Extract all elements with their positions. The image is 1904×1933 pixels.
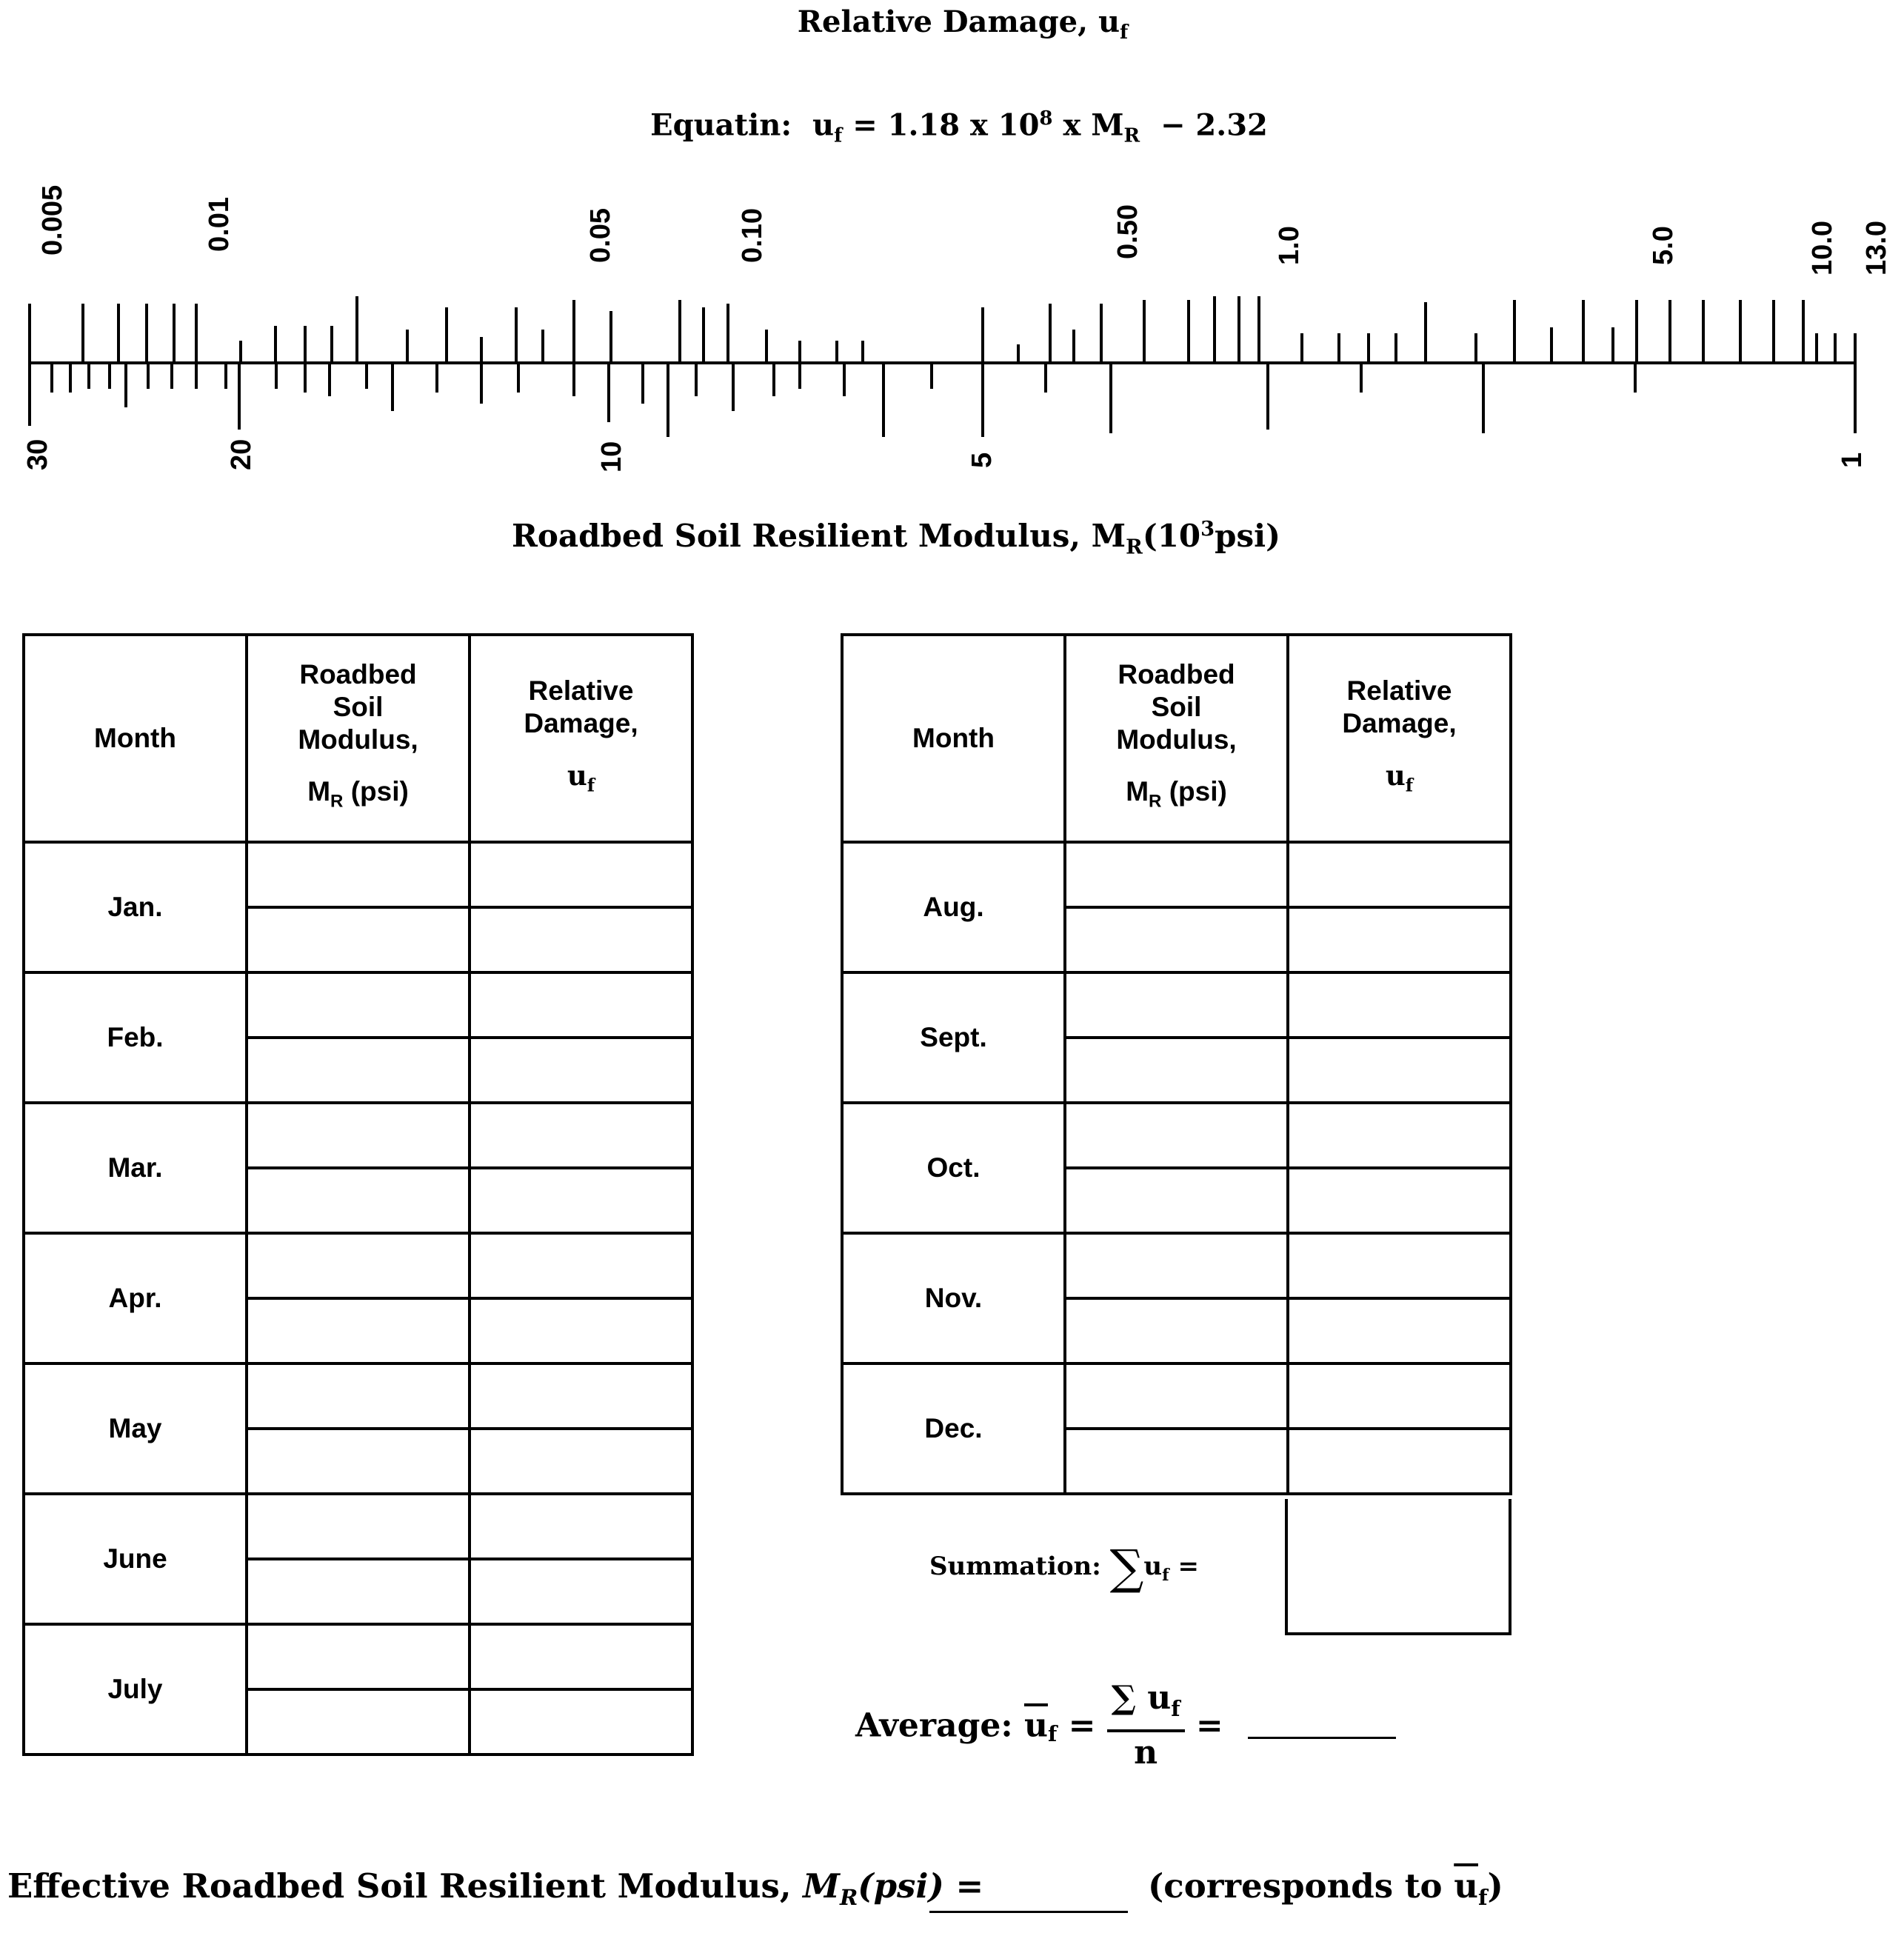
summation-box[interactable] — [1285, 1499, 1511, 1635]
month-cell: Sept. — [842, 972, 1065, 1103]
modulus-entry[interactable] — [247, 1298, 470, 1363]
table-row — [842, 1103, 1511, 1168]
modulus-entry[interactable] — [1065, 842, 1288, 907]
modulus-entry[interactable] — [1065, 1363, 1288, 1429]
month-cell: Feb. — [24, 972, 247, 1103]
month-cell: Mar. — [24, 1103, 247, 1233]
bottom-scale-label: 1 — [1837, 452, 1868, 468]
damage-entry[interactable] — [470, 1103, 692, 1168]
modulus-entry[interactable] — [247, 1559, 470, 1624]
month-cell: Apr. — [24, 1233, 247, 1363]
month-cell: July — [24, 1624, 247, 1755]
modulus-entry[interactable] — [1065, 1038, 1288, 1103]
table-row — [24, 1624, 692, 1689]
table-row — [24, 1233, 692, 1298]
effective-modulus-label: Effective Roadbed Soil Resilient Modulus, $M_R(psi)$ = — [7, 1866, 984, 1910]
top-scale-label: 0.05 — [585, 208, 616, 263]
bottom-scale-label: 5 — [966, 452, 998, 468]
damage-entry[interactable] — [470, 972, 692, 1038]
damage-entry[interactable] — [1288, 1429, 1511, 1494]
damage-entry[interactable] — [1288, 1298, 1511, 1363]
table-row — [24, 1363, 692, 1429]
damage-entry[interactable] — [470, 1038, 692, 1103]
modulus-entry[interactable] — [247, 1689, 470, 1755]
top-scale-label: 0.005 — [37, 184, 68, 256]
table-row — [24, 972, 692, 1038]
damage-entry[interactable] — [1288, 842, 1511, 907]
top-scale-label: 0.01 — [204, 197, 235, 252]
damage-entry[interactable] — [470, 1559, 692, 1624]
damage-header: Relative Damage, $u_f$ — [1288, 635, 1511, 842]
top-scale-label: 1.0 — [1274, 226, 1305, 265]
page-title: Relative Damage, $u_f$ — [797, 4, 1129, 44]
modulus-entry[interactable] — [247, 1624, 470, 1689]
damage-entry[interactable] — [1288, 1038, 1511, 1103]
effective-modulus-note: (corresponds to $\overline{u}_f$) — [1148, 1866, 1503, 1910]
top-scale-label: 0.10 — [737, 208, 768, 263]
modulus-entry[interactable] — [247, 1233, 470, 1298]
average-fraction: $\frac{\sum u_f}{n}$ — [1107, 1677, 1185, 1774]
month-cell: Dec. — [842, 1363, 1065, 1494]
damage-entry[interactable] — [470, 1168, 692, 1233]
damage-entry[interactable] — [1288, 1168, 1511, 1233]
equation: Equatin: $u_f = 1.18$ x $10^8$ x $M_R - 2.32$ — [650, 107, 1268, 147]
modulus-entry[interactable] — [1065, 972, 1288, 1038]
modulus-entry[interactable] — [1065, 1103, 1288, 1168]
month-cell: Aug. — [842, 842, 1065, 972]
summation-label: Summation: $\sum u_f$ = — [929, 1540, 1199, 1595]
modulus-header: Roadbed Soil Modulus, $M_R$ (psi) — [247, 635, 470, 842]
modulus-entry[interactable] — [1065, 1429, 1288, 1494]
top-scale-label: 13.0 — [1861, 221, 1892, 276]
modulus-entry[interactable] — [247, 1168, 470, 1233]
damage-entry[interactable] — [1288, 1363, 1511, 1429]
modulus-entry[interactable] — [1065, 1233, 1288, 1298]
damage-entry[interactable] — [470, 842, 692, 907]
damage-entry[interactable] — [470, 1233, 692, 1298]
modulus-ticks — [30, 363, 1855, 437]
average-blank[interactable] — [1248, 1737, 1396, 1739]
table-row — [842, 1363, 1511, 1429]
modulus-entry[interactable] — [1065, 1298, 1288, 1363]
modulus-entry[interactable] — [247, 1363, 470, 1429]
modulus-entry[interactable] — [247, 1429, 470, 1494]
damage-entry[interactable] — [1288, 1103, 1511, 1168]
damage-entry[interactable] — [470, 1363, 692, 1429]
bottom-scale-label: 30 — [22, 438, 53, 470]
month-cell: May — [24, 1363, 247, 1494]
top-scale-label: 5.0 — [1648, 226, 1679, 265]
left-monthly-table — [22, 633, 694, 1756]
damage-entry[interactable] — [1288, 907, 1511, 972]
damage-entry[interactable] — [470, 1429, 692, 1494]
modulus-scale-title: Roadbed Soil Resilient Modulus, $M_R(10^3psi)$ — [511, 517, 1281, 559]
modulus-entry[interactable] — [1065, 1168, 1288, 1233]
top-scale-label: 10.0 — [1807, 221, 1838, 276]
nomograph-scale — [0, 0, 1904, 474]
modulus-header: Roadbed Soil Modulus, $M_R$ (psi) — [1065, 635, 1288, 842]
table-row — [24, 1103, 692, 1168]
table-header-row — [842, 635, 1511, 842]
modulus-entry[interactable] — [1065, 907, 1288, 972]
month-cell: Jan. — [24, 842, 247, 972]
bottom-scale-label: 10 — [596, 441, 627, 473]
modulus-entry[interactable] — [247, 1494, 470, 1559]
modulus-entry[interactable] — [247, 1103, 470, 1168]
modulus-entry[interactable] — [247, 907, 470, 972]
table-row — [842, 842, 1511, 907]
damage-entry[interactable] — [470, 1494, 692, 1559]
top-scale-label: 0.50 — [1112, 204, 1143, 259]
damage-entry[interactable] — [470, 907, 692, 972]
month-header: Month — [24, 635, 247, 842]
table-header-row — [24, 635, 692, 842]
modulus-entry[interactable] — [247, 842, 470, 907]
month-cell: Oct. — [842, 1103, 1065, 1233]
month-cell: June — [24, 1494, 247, 1624]
table-row — [842, 972, 1511, 1038]
damage-entry[interactable] — [470, 1624, 692, 1689]
effective-modulus-blank[interactable] — [929, 1911, 1128, 1913]
average-formula: Average: $\overline{u}_f$ = $\frac{\sum u_f}{n}$ = — [855, 1677, 1223, 1774]
month-header: Month — [842, 635, 1065, 842]
modulus-entry[interactable] — [247, 972, 470, 1038]
damage-entry[interactable] — [470, 1689, 692, 1755]
damage-entry[interactable] — [470, 1298, 692, 1363]
month-cell: Nov. — [842, 1233, 1065, 1363]
damage-entry[interactable] — [1288, 972, 1511, 1038]
bottom-scale-label: 20 — [226, 438, 257, 470]
relative-damage-ticks — [30, 296, 1855, 363]
damage-entry[interactable] — [1288, 1233, 1511, 1298]
table-row — [842, 1233, 1511, 1298]
modulus-entry[interactable] — [247, 1038, 470, 1103]
damage-header: Relative Damage, $u_f$ — [470, 635, 692, 842]
table-row — [24, 842, 692, 907]
table-row — [24, 1494, 692, 1559]
right-monthly-table — [841, 633, 1512, 1495]
